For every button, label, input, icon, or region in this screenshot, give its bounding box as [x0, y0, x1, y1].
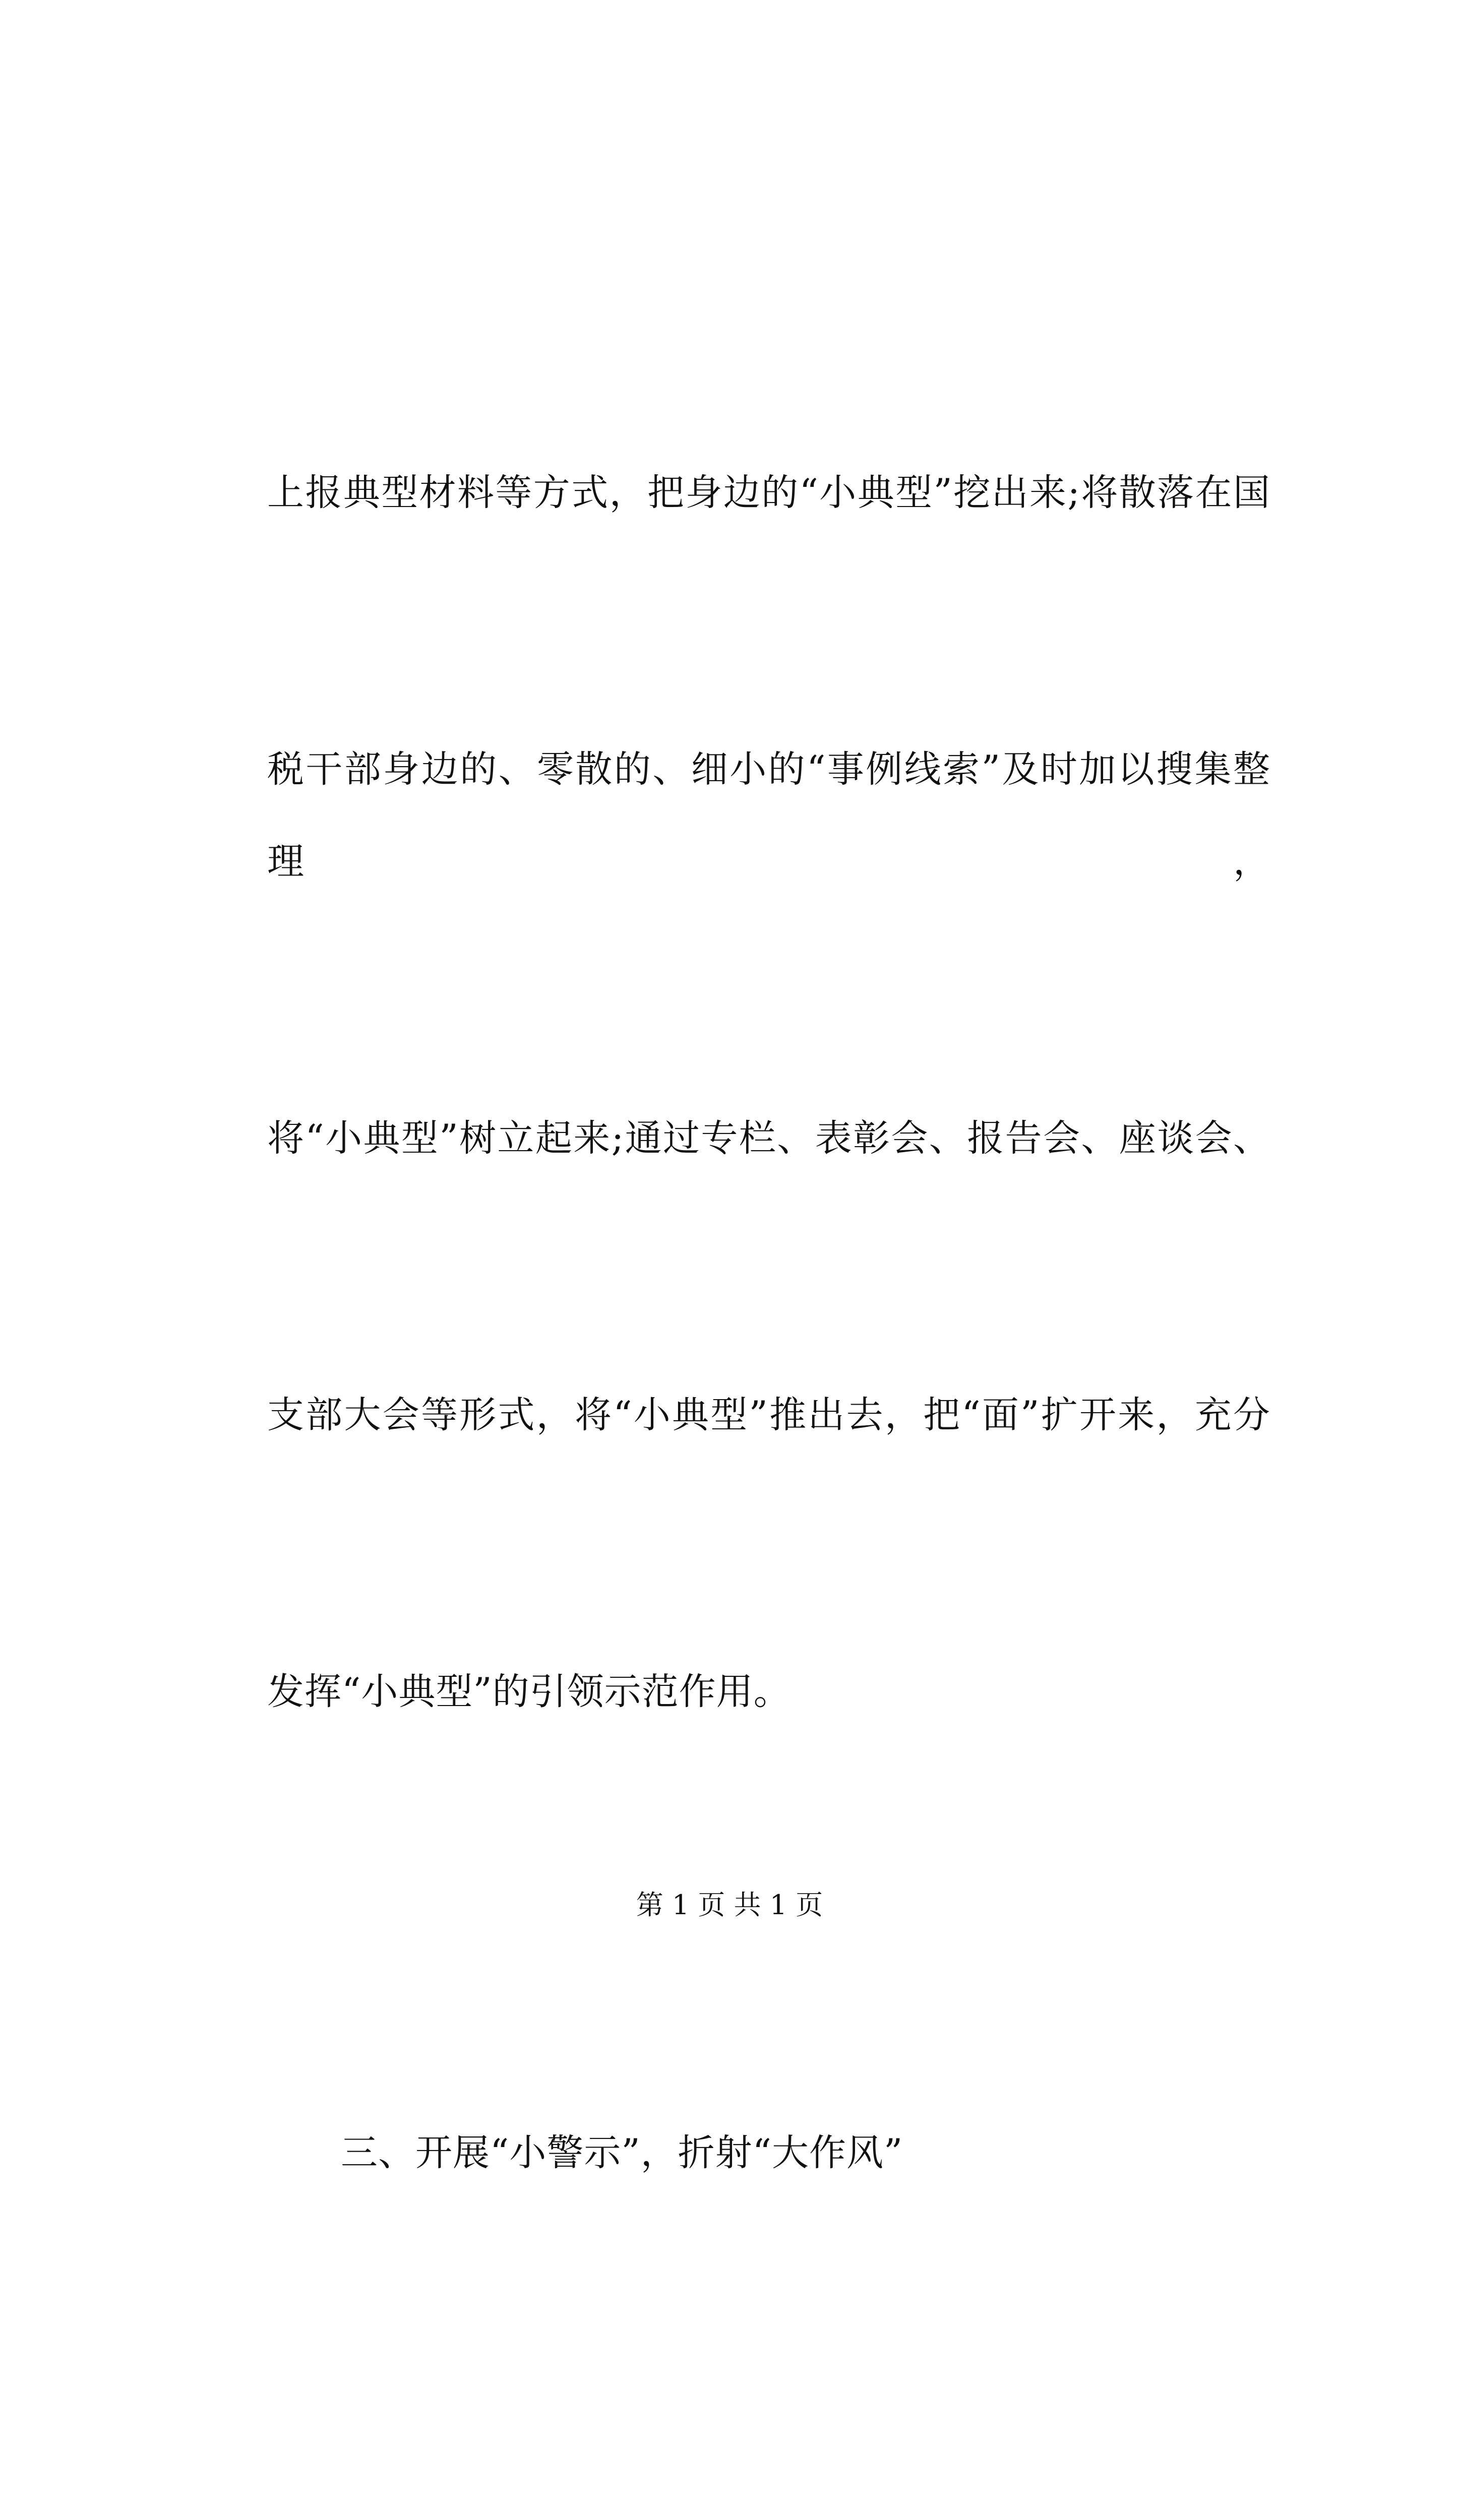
text-line: 将“小典型”树立起来;通过专栏、表彰会、报告会、座谈会、: [267, 1117, 1270, 1160]
paragraph-small-thoughts: [267, 2383, 1270, 2520]
document-body: [267, 262, 1270, 2520]
text-line: 支部大会等形式，将“小典型”推出去，把“面”扩开来，充分: [267, 1394, 1270, 1436]
page-number-label: 第 1 页 共 1 页: [636, 1889, 823, 1921]
text-line: 上报典型材料等方式，把身边的“小典型”挖出来;将散落在国: [267, 471, 1270, 514]
text-line: 三、开展“小警示”，折射“大作风”: [341, 2131, 903, 2174]
text-line: 发挥“小典型”的引领示范作用。: [267, 1670, 791, 1713]
page-footer: [0, 1887, 1459, 1923]
paragraph-typical-cases: [267, 262, 1270, 1922]
text-line: 税干部身边的、零散的、细小的“事例线索”及时加以搜集整理，: [267, 748, 1270, 883]
section-heading-three: [267, 1922, 1270, 2383]
